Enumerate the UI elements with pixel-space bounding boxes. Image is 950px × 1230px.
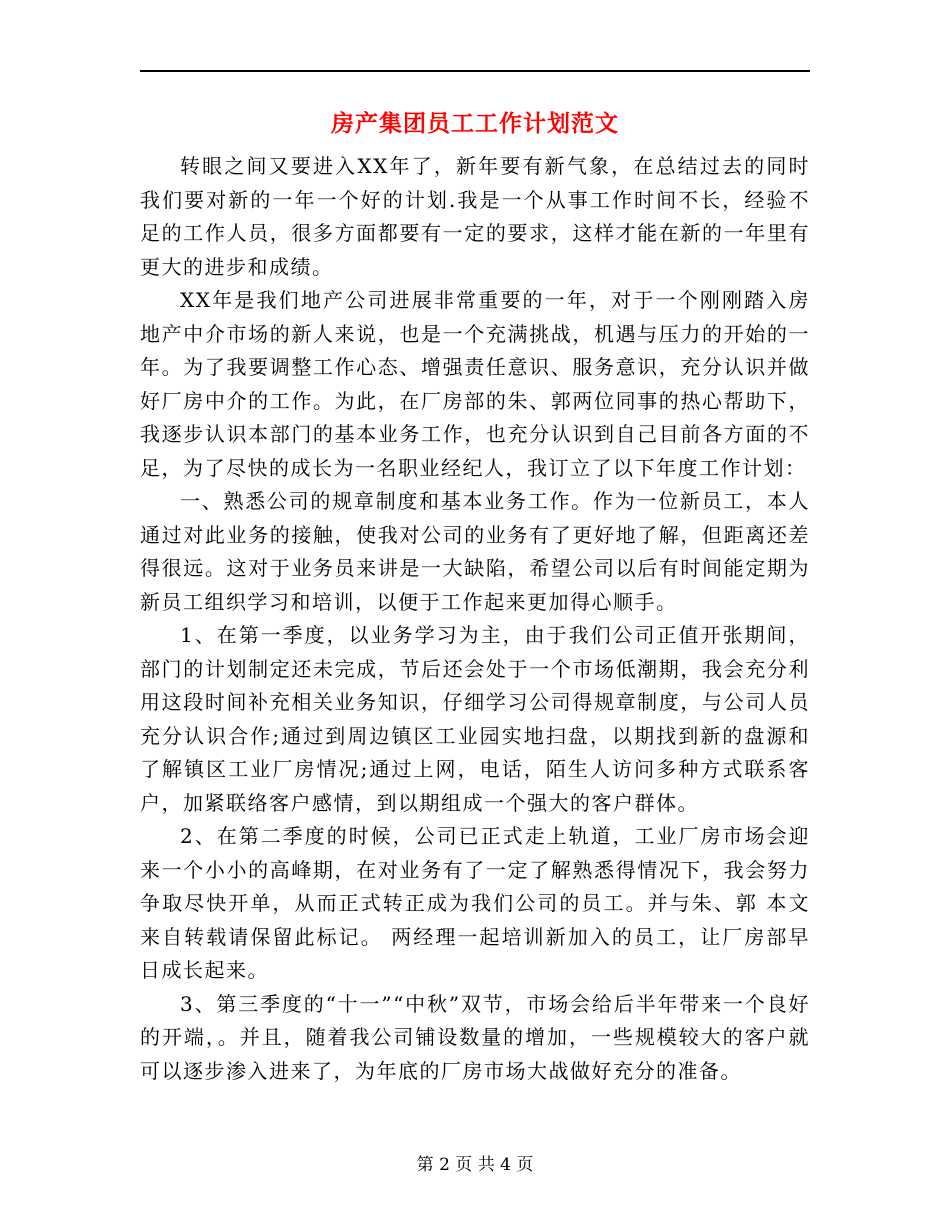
paragraph-intro: 转眼之间又要进入XX年了，新年要有新气象，在总结过去的同时我们要对新的一年一个好的计划.我是一个从事工作时间不长，经验不足的工作人员，很多方面都要有一定的要求，这样才能在新的一年里有更大的进步和成绩。 [140, 154, 810, 279]
document-body [140, 150, 810, 1088]
document-title: 房产集团员工工作计划范文 [331, 110, 619, 137]
paragraph-background: XX年是我们地产公司进展非常重要的一年，对于一个刚刚踏入房地产中介市场的新人来说，也是一个充满挑战，机遇与压力的开始的一年。为了我要调整工作心态、增强责任意识、服务意识，充分认识并做好厂房中介的工作。为此，在厂房部的朱、郭两位同事的热心帮助下，我逐步认识本部门的基本业务工作，也充分认识到自己目前各方面的不足，为了尽快的成长为一名职业经纪人，我订立了以下年度工作计划： [140, 288, 810, 480]
paragraph-q1-plan: 1、在第一季度，以业务学习为主，由于我们公司正值开张期间，部门的计划制定还未完成，节后还会处于一个市场低潮期，我会充分利用这段时间补充相关业务知识，仔细学习公司得规章制度，与公司人员充分认识合作;通过到周边镇区工业园实地扫盘，以期找到新的盘源和了解镇区工业厂房情况;通过上网，电话，陌生人访问多种方式联系客户，加紧联络客户感情，到以期组成一个强大的客户群体。 [140, 623, 810, 815]
page-number: 第 2 页 共 4 页 [416, 1155, 534, 1175]
header-rule [140, 70, 810, 72]
paragraph-q3-plan: 3、第三季度的“十一”“中秋”双节，市场会给后半年带来一个良好的开端，。并且，随着我公司铺设数量的增加，一些规模较大的客户就可以逐步渗入进来了，为年底的厂房市场大战做好充分的准备。 [140, 991, 810, 1083]
paragraph-q2-plan: 2、在第二季度的时候，公司已正式走上轨道，工业厂房市场会迎来一个小小的高峰期，在对业务有了一定了解熟悉得情况下，我会努力争取尽快开单，从而正式转正成为我们公司的员工。并与朱、郭 本文来自转载请保留此标记。 两经理一起培训新加入的员工，让厂房部早日成长起来。 [140, 824, 810, 982]
paragraph-section-one: 一、熟悉公司的规章制度和基本业务工作。作为一位新员工，本人通过对此业务的接触，使我对公司的业务有了更好地了解，但距离还差得很远。这对于业务员来讲是一大缺陷，希望公司以后有时间能定期为新员工组织学习和培训，以便于工作起来更加得心顺手。 [140, 489, 810, 614]
